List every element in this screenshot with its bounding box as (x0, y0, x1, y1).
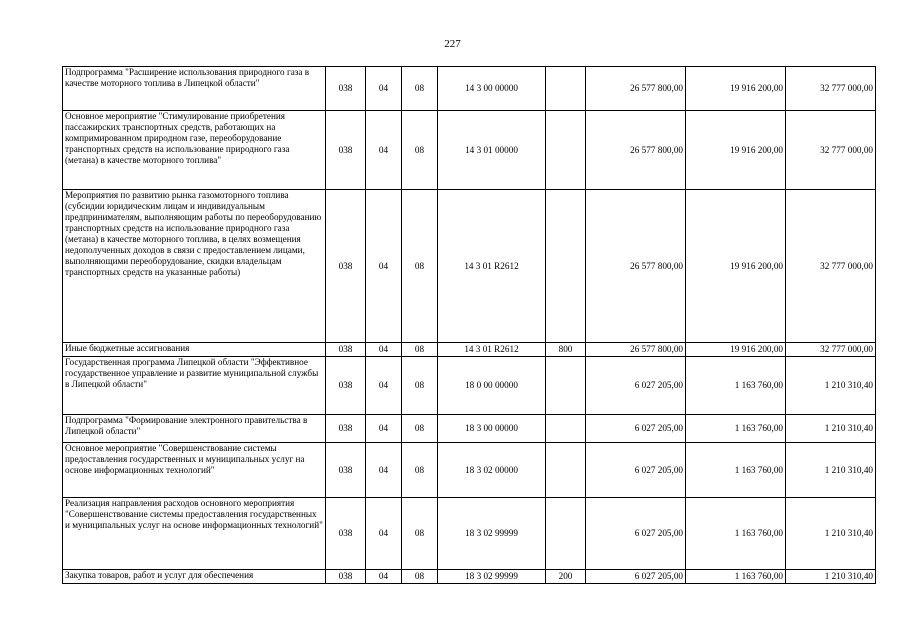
table-row (63, 190, 876, 343)
cell-code2: 04 (366, 67, 402, 111)
row-name: Государственная программа Липецкой области "Эффективное государственное управление и развитие муниципальной службы в Липецкой области" (63, 357, 326, 415)
cell-code3: 08 (402, 570, 438, 584)
cell-amount1: 6 027 205,00 (586, 357, 686, 415)
cell-code2: 04 (366, 357, 402, 415)
cell-target: 18 3 02 99999 (438, 498, 546, 570)
cell-amount3: 1 210 310,40 (786, 570, 876, 584)
cell-target: 14 3 01 00000 (438, 111, 546, 190)
cell-code3: 08 (402, 443, 438, 498)
cell-amount2: 19 916 200,00 (686, 111, 786, 190)
cell-amount3: 32 777 000,00 (786, 111, 876, 190)
cell-amount1: 6 027 205,00 (586, 415, 686, 443)
cell-code1: 038 (326, 343, 366, 357)
table-row (63, 343, 876, 357)
cell-code1: 038 (326, 111, 366, 190)
row-name: Основное мероприятие "Стимулирование приобретения пассажирских транспортных средств, работающих на компримированном природном газе, переоборудование транспортных средств на использование природного газа (метана) в качестве моторного топлива" (63, 111, 326, 190)
cell-code1: 038 (326, 415, 366, 443)
row-name: Мероприятия по развитию рынка газомоторного топлива (субсидии юридическим лицам и индивидуальным предпринимателям, выполняющим работы по переоборудованию транспортных средств на использование природного газа (метана) в качестве моторного топлива, в целях возмещения недополученных доходов в связи с предоставлением лицами, выполняющими переоборудование, скидки владельцам транспортных средств на указанные работы) (63, 190, 326, 343)
cell-code2: 04 (366, 343, 402, 357)
cell-code3: 08 (402, 111, 438, 190)
cell-type (546, 443, 586, 498)
cell-code2: 04 (366, 415, 402, 443)
table-row (63, 67, 876, 111)
cell-code1: 038 (326, 67, 366, 111)
row-name: Закупка товаров, работ и услуг для обеспечения (63, 570, 326, 584)
cell-code3: 08 (402, 67, 438, 111)
cell-amount3: 1 210 310,40 (786, 415, 876, 443)
cell-code1: 038 (326, 570, 366, 584)
cell-code2: 04 (366, 570, 402, 584)
cell-type (546, 498, 586, 570)
cell-amount2: 19 916 200,00 (686, 67, 786, 111)
cell-code3: 08 (402, 357, 438, 415)
cell-amount3: 1 210 310,40 (786, 443, 876, 498)
cell-code1: 038 (326, 443, 366, 498)
cell-amount1: 26 577 800,00 (586, 190, 686, 343)
cell-amount2: 1 163 760,00 (686, 570, 786, 584)
cell-amount1: 26 577 800,00 (586, 343, 686, 357)
cell-amount3: 1 210 310,40 (786, 357, 876, 415)
page-number: 227 (444, 38, 461, 50)
row-name: Реализация направления расходов основного мероприятия "Совершенствование системы предоставления государственных и муниципальных услуг на основе информационных технологий" (63, 498, 326, 570)
table-row (63, 111, 876, 190)
cell-code3: 08 (402, 190, 438, 343)
cell-target: 18 3 00 00000 (438, 415, 546, 443)
row-name: Иные бюджетные ассигнования (63, 343, 326, 357)
cell-type: 800 (546, 343, 586, 357)
cell-amount1: 6 027 205,00 (586, 443, 686, 498)
cell-amount3: 1 210 310,40 (786, 498, 876, 570)
cell-target: 18 3 02 99999 (438, 570, 546, 584)
cell-amount1: 6 027 205,00 (586, 570, 686, 584)
cell-code3: 08 (402, 343, 438, 357)
cell-type (546, 67, 586, 111)
cell-amount1: 26 577 800,00 (586, 67, 686, 111)
cell-code2: 04 (366, 111, 402, 190)
cell-target: 18 0 00 00000 (438, 357, 546, 415)
cell-amount1: 26 577 800,00 (586, 111, 686, 190)
table-row (63, 357, 876, 415)
cell-type (546, 357, 586, 415)
cell-amount1: 6 027 205,00 (586, 498, 686, 570)
cell-target: 14 3 00 00000 (438, 67, 546, 111)
cell-type (546, 190, 586, 343)
cell-type (546, 111, 586, 190)
cell-code1: 038 (326, 357, 366, 415)
row-name: Основное мероприятие "Совершенствование системы предоставления государственных и муниципальных услуг на основе информационных технологий" (63, 443, 326, 498)
cell-type: 200 (546, 570, 586, 584)
table-row (63, 498, 876, 570)
cell-type (546, 415, 586, 443)
cell-code2: 04 (366, 443, 402, 498)
cell-amount2: 19 916 200,00 (686, 343, 786, 357)
table-row (63, 570, 876, 584)
cell-amount3: 32 777 000,00 (786, 343, 876, 357)
cell-amount2: 1 163 760,00 (686, 415, 786, 443)
cell-amount2: 19 916 200,00 (686, 190, 786, 343)
cell-target: 14 3 01 R2612 (438, 343, 546, 357)
cell-amount3: 32 777 000,00 (786, 67, 876, 111)
cell-code2: 04 (366, 498, 402, 570)
table-row (63, 415, 876, 443)
cell-code3: 08 (402, 415, 438, 443)
cell-code2: 04 (366, 190, 402, 343)
cell-code3: 08 (402, 498, 438, 570)
cell-amount2: 1 163 760,00 (686, 357, 786, 415)
cell-target: 18 3 02 00000 (438, 443, 546, 498)
cell-code1: 038 (326, 190, 366, 343)
row-name: Подпрограмма "Формирование электронного правительства в Липецкой области" (63, 415, 326, 443)
cell-amount2: 1 163 760,00 (686, 443, 786, 498)
row-name: Подпрограмма "Расширение использования природного газа в качестве моторного топлива в Липецкой области" (63, 67, 326, 111)
cell-amount3: 32 777 000,00 (786, 190, 876, 343)
budget-table (62, 66, 876, 584)
cell-amount2: 1 163 760,00 (686, 498, 786, 570)
table-row (63, 443, 876, 498)
cell-target: 14 3 01 R2612 (438, 190, 546, 343)
cell-code1: 038 (326, 498, 366, 570)
